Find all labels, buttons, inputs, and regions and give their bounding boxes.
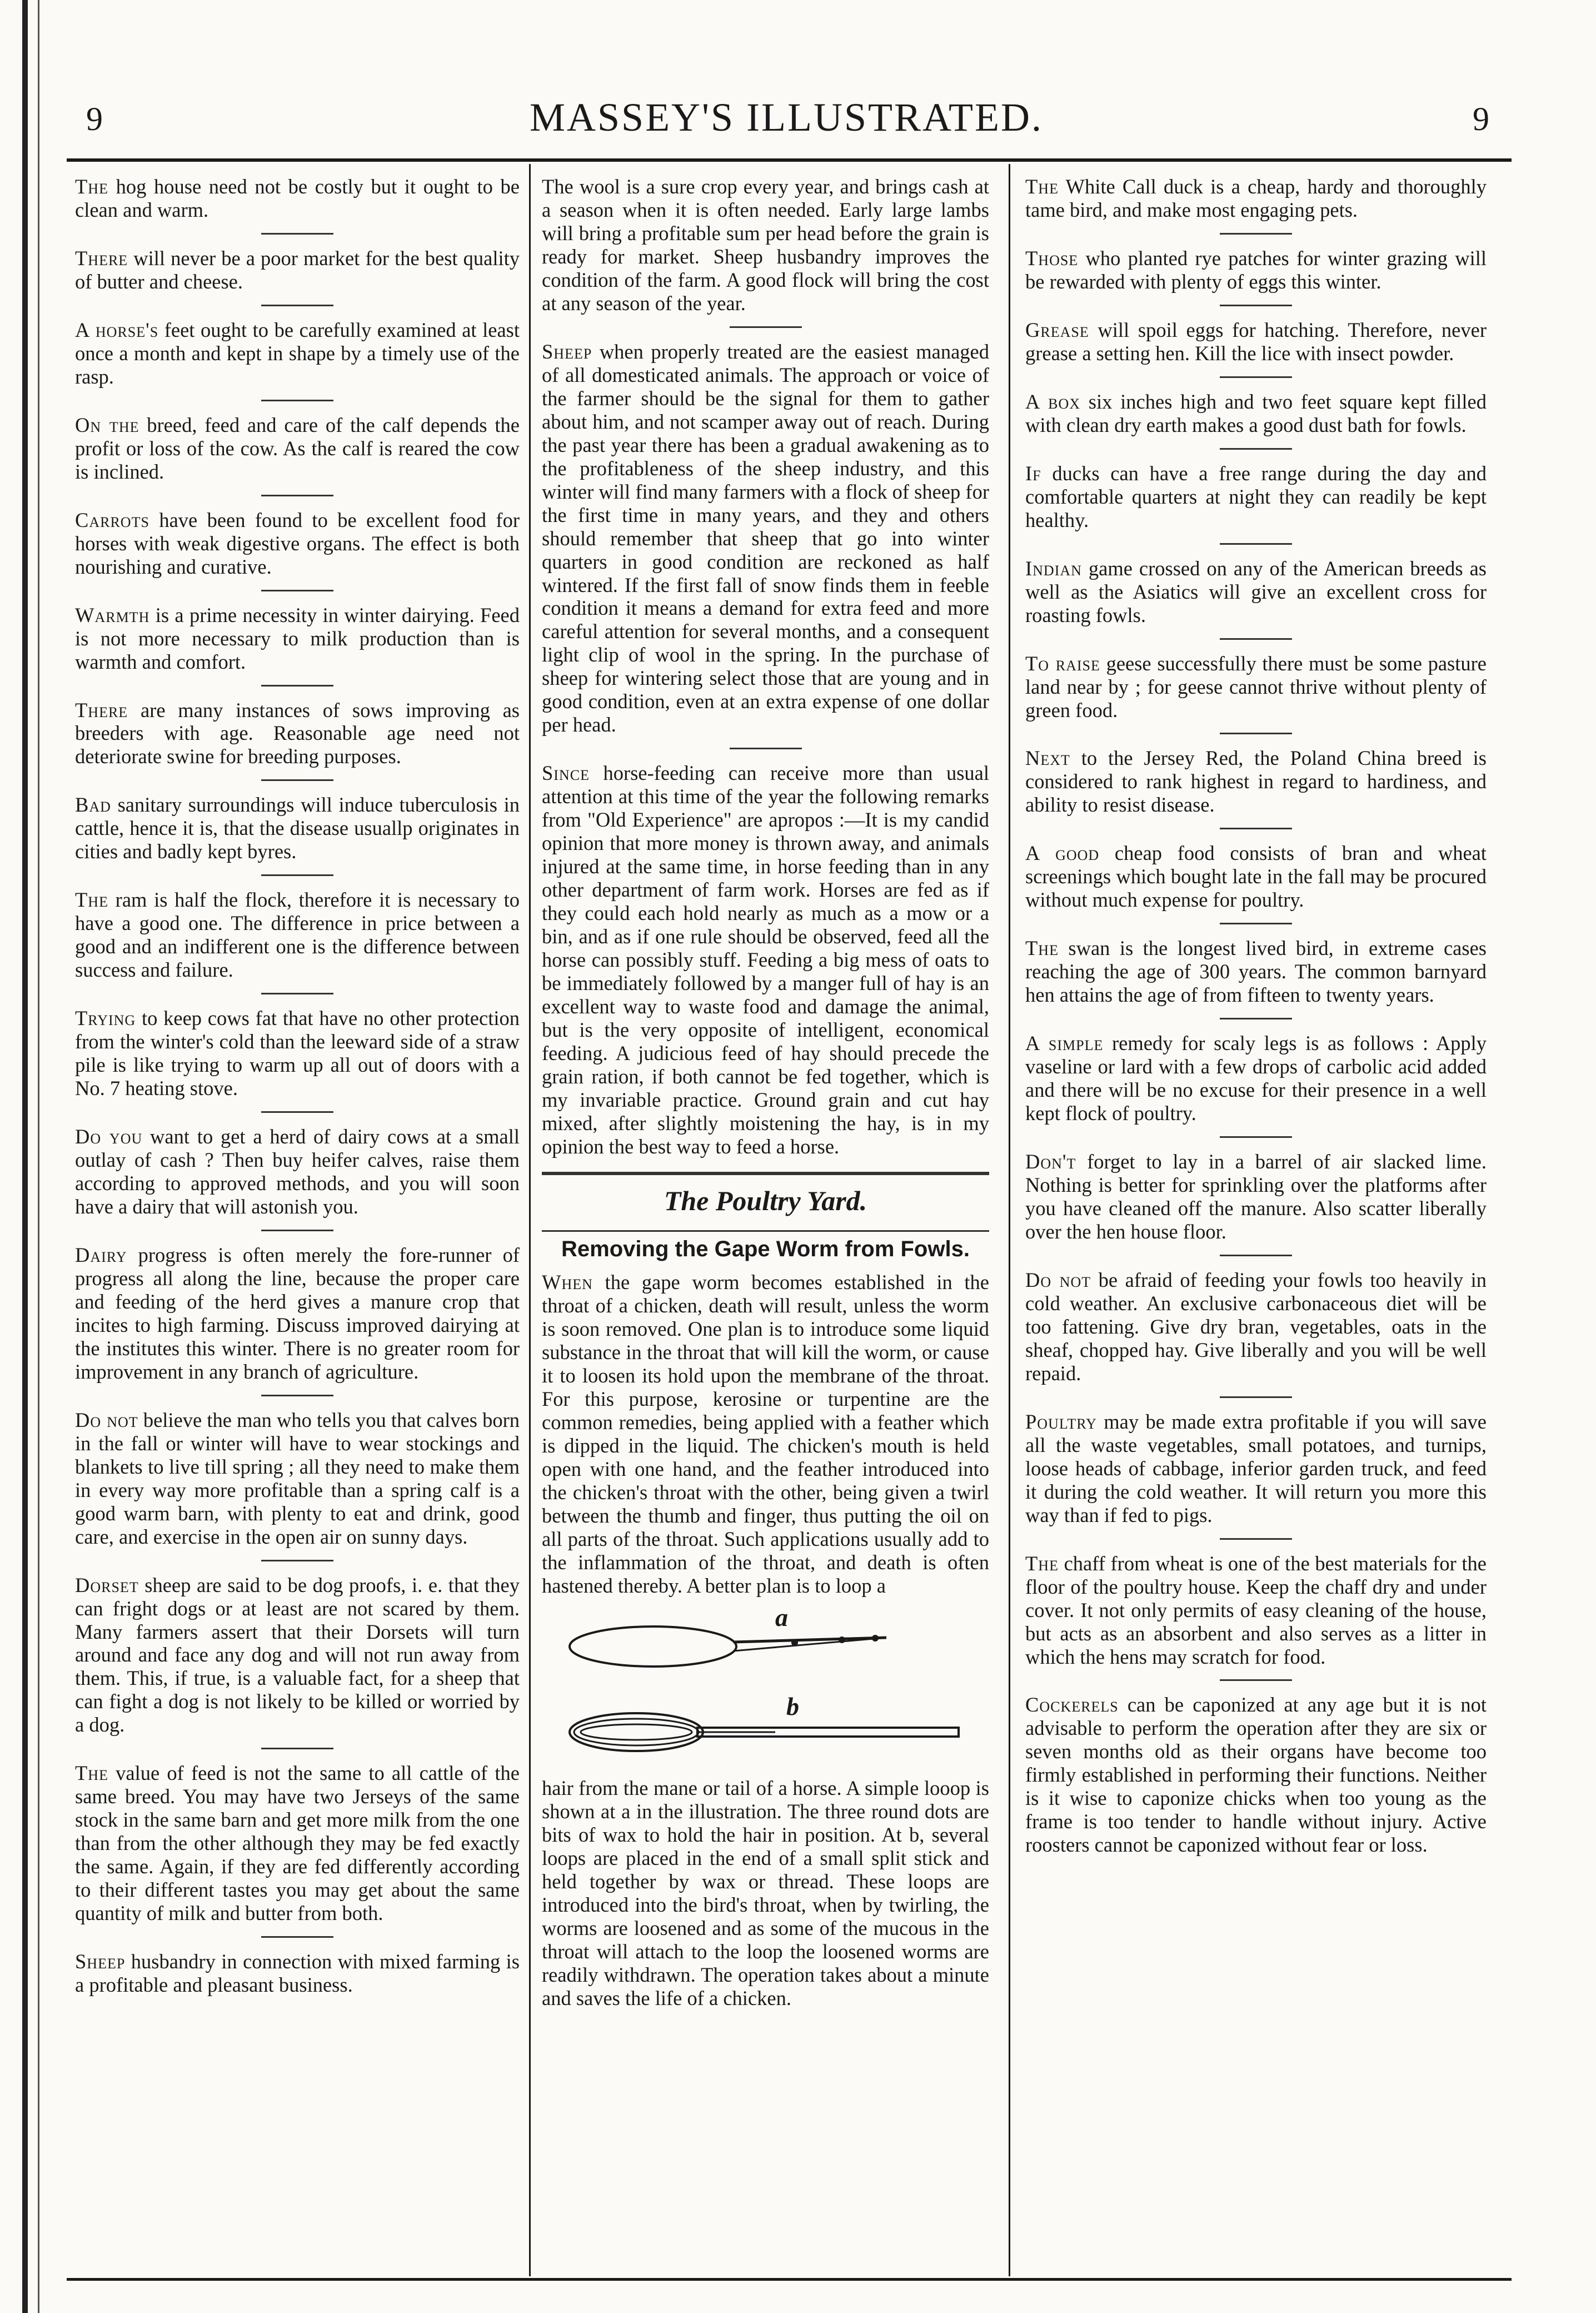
column-3-item: [1025, 462, 1487, 532]
item-text: horse-feeding can receive more than usual attention at this time of the year the following remarks from "Old Experience" are apropos :—It is my candid opinion that more money is thrown away, and animals injured at the same time, in horse feeding than in any other department of farm work. Horses are fed as if they could each hold nearly as much as a mow or a bin, and as if one rule should be observed, feed all the horse can possibly stuff. Feeding a big mess of oats to be immediately followed by a manger full of hay is an excellent way to waste food and damage the animal, but is the very opposite of intelligent, economical feeding. A judicious feed of hay should precede the grain ration, if both cannot be fed together, which is my invariable practice. Ground grain and cut hay mixed, after slightly moistening the hay, is in my opinion the best way to feed a horse.: [542, 762, 989, 1158]
item-text: chaff from wheat is one of the best materials for the floor of the poultry house. Keep the chaff dry and under cover. It not only permits of easy cleaning of the house, but acts as an absorbent and also serves as a litter in which the hens may scratch for food.: [1025, 1551, 1487, 1668]
column-1-item: [75, 793, 520, 863]
item-text: progress is often merely the fore-runner of progress all along the line, because the proper care and feeding of the herd gives a manure crop that incites to high farming. Discuss improved dairying at the institutes this winter. There is no greater room for improvement in any branch of agriculture.: [75, 1243, 520, 1383]
item-lead-word: There: [75, 246, 128, 270]
column-3-item: [1025, 747, 1487, 817]
article-paragraph-2: hair from the mane or tail of a horse. A simple looop is shown at a in the illustration. The three round dots are bits of wax to hold the hair in position. At b, several loops are placed in the end of a small split stick and held together by wax or thread. These loops are introduced into the bird's throat, when by twirling, the worms are loosened and as some of the mucous in the throat will attach to the loop the loosened worms are readily withdrawn. The operation takes about a minute and saves the life of a chicken.: [542, 1776, 989, 2009]
column-3: [1025, 175, 1487, 2271]
item-separator: [730, 326, 802, 328]
item-text: to keep cows fat that have no other protection from the winter's cold than the leeward side of a straw pile is like trying to warm up all out of doors with a No. 7 heating stove.: [75, 1007, 520, 1100]
masthead-title: MASSEY'S ILLUSTRATED.: [529, 95, 1044, 140]
article-paragraph-1: [542, 1271, 989, 1598]
item-separator: [1220, 1396, 1292, 1398]
hair-loop-b-3: [581, 1724, 692, 1740]
item-separator: [261, 495, 333, 496]
item-text: value of feed is not the same to all cattle of the same breed. You may have two Jerseys of the same stock in the same barn and get more milk from the one than from the other although they may be fed exactly the same. Again, if they are fed differently according to their different tastes you may get about the same quantity of milk and butter from both.: [75, 1762, 520, 1925]
column-3-item: [1025, 1032, 1487, 1125]
item-text: ducks can have a free range during the day and comfortable quarters at night they can readily be kept healthy.: [1025, 461, 1487, 531]
item-lead-word: The: [75, 888, 108, 912]
item-text: are many instances of sows improving as breeders with age. Reasonable age need not deteriorate swine for breeding purposes.: [75, 698, 520, 768]
item-text: sanitary surroundings will induce tuberculosis in cattle, hence it is, that the disease usuallp originates in cities and badly kept byres.: [75, 793, 520, 863]
item-lead-word: There: [75, 698, 128, 722]
item-separator: [1220, 828, 1292, 829]
item-text: be afraid of feeding your fowls too heavily in cold weather. An exclusive carbonaceous diet will be too fattening. Give dry bran, vegetables, oats in the sheaf, chopped hay. Give liberally and you will be well repaid.: [1025, 1268, 1487, 1385]
column-1-item: [75, 1007, 520, 1100]
binding-shadow: [38, 0, 39, 2313]
item-text: remedy for scaly legs is as follows : Apply vaseline or lard with a few drops of carbolic acid added and there will be no excuse for their presence in a well kept flock of poultry.: [1025, 1032, 1487, 1125]
page-number-right: 9: [1473, 101, 1489, 137]
page-number-left: 9: [86, 101, 103, 137]
column-3-item: [1025, 1269, 1487, 1385]
item-text: feet ought to be carefully examined at least once a month and kept in shape by a timely use of the rasp.: [75, 318, 520, 388]
item-separator: [1220, 638, 1292, 640]
item-lead-word: Since: [542, 762, 590, 785]
item-lead-word: Trying: [75, 1007, 136, 1030]
item-separator: [1220, 543, 1292, 545]
column-2-items: [542, 175, 989, 1158]
item-lead-word: Do you: [75, 1125, 143, 1148]
item-text: to the Jersey Red, the Poland China breed is considered to rank highest in regard to hardiness, and ability to resist disease.: [1025, 747, 1487, 817]
item-text: The wool is a sure crop every year, and brings cash at a season when it is often needed. Early large lambs will bring a profitable sum per head before the grain is ready for market. Sheep husbandry improves the condition of the farm. A good flock will bring the cost at any season of the year.: [542, 175, 989, 315]
column-1-item: [75, 414, 520, 484]
item-lead-word: Cockerels: [1025, 1693, 1119, 1717]
item-separator: [261, 400, 333, 401]
wax-dot-3: [872, 1635, 879, 1642]
item-lead-word: A horse's: [75, 318, 159, 341]
item-separator: [261, 1111, 333, 1113]
column-1-item: [75, 175, 520, 222]
item-lead-word: Next: [1025, 747, 1070, 770]
article-lead-word: When: [542, 1271, 593, 1294]
item-separator: [1220, 1679, 1292, 1681]
item-lead-word: To raise: [1025, 651, 1100, 675]
item-separator: [1220, 733, 1292, 734]
item-separator: [261, 993, 333, 994]
column-1-item: [75, 1125, 520, 1218]
item-text: husbandry in connection with mixed farming is a profitable and pleasant business.: [75, 1950, 520, 1997]
item-separator: [730, 748, 802, 749]
item-lead-word: Sheep: [542, 340, 592, 363]
item-text: when properly treated are the easiest managed of all domesticated animals. The approach or voice of the farmer should be the signal for them to gather about him, and not scamper away out of reach. During the past year there has been a gradual awakening as to the profitableness of the sheep industry, and this winter will find many farmers with a flock of sheep for the first time in many years, and they and others should remember that sheep that go into winter quarters in good condition are reckoned as half wintered. If the first fall of snow finds them in feeble condition it means a demand for extra feed and more careful attention for several months, and a consequent light clip of wool in the spring. In the purchase of sheep for wintering select those that are young and in good condition, even at an extra expense of one dollar per head.: [542, 340, 989, 737]
column-3-item: [1025, 175, 1487, 222]
item-lead-word: Bad: [75, 793, 111, 817]
column-1-item: [75, 1409, 520, 1549]
wax-dot-1: [791, 1639, 798, 1646]
item-text: White Call duck is a cheap, hardy and thoroughly tame bird, and make most engaging pets.: [1025, 175, 1487, 221]
item-text: hog house need not be costly but it ought to be clean and warm.: [75, 175, 520, 221]
section-divider: [542, 1172, 989, 1175]
item-lead-word: Grease: [1025, 318, 1089, 341]
column-1-item: [75, 604, 520, 674]
column-1-item: [75, 1950, 520, 1997]
column-1-item: [75, 1243, 520, 1384]
page-header: [61, 94, 1512, 156]
item-lead-word: The: [75, 175, 108, 198]
item-separator: [1220, 1255, 1292, 1256]
column-3-item: [1025, 557, 1487, 627]
item-lead-word: Do not: [1025, 1268, 1091, 1291]
figure-label-a: a: [775, 1603, 788, 1631]
item-lead-word: Those: [1025, 246, 1079, 270]
column-3-item: [1025, 1693, 1487, 1857]
item-separator: [261, 1395, 333, 1396]
item-lead-word: A good: [1025, 842, 1100, 865]
item-lead-word: If: [1025, 461, 1041, 485]
column-3-item: [1025, 390, 1487, 437]
item-text: breed, feed and care of the calf depends the profit or loss of the cow. As the calf is reared the cow is inclined.: [75, 413, 520, 483]
figure-label-b: b: [786, 1692, 799, 1720]
column-1-item: [75, 1762, 520, 1925]
item-lead-word: A simple: [1025, 1032, 1104, 1055]
item-separator: [1220, 233, 1292, 235]
item-separator: [1220, 1136, 1292, 1138]
item-lead-word: The: [1025, 937, 1059, 960]
item-lead-word: Do not: [75, 1408, 138, 1431]
item-lead-word: Poultry: [1025, 1410, 1097, 1433]
item-text: game crossed on any of the American breeds as well as the Asiatics will give an excellent cross for roasting fowls.: [1025, 556, 1487, 626]
column-2-item: [542, 762, 989, 1158]
item-separator: [261, 1230, 333, 1231]
column-2-item: [542, 340, 989, 737]
article-title: Removing the Gape Worm from Fowls.: [561, 1237, 970, 1262]
item-text: have been found to be excellent food for horses with weak digestive organs. The effect is both nourishing and curative.: [75, 508, 520, 578]
item-separator: [261, 685, 333, 687]
item-lead-word: The: [1025, 1551, 1059, 1575]
item-lead-word: Indian: [1025, 556, 1082, 580]
item-text: is a prime necessity in winter dairying. Feed is not more necessary to milk production than is warmth and comfort.: [75, 603, 520, 673]
item-separator: [261, 779, 333, 781]
loop-drawing: [542, 1603, 989, 1770]
item-text: may be made extra profitable if you will save all the waste vegetables, small potatoes, and turnips, loose heads of cabbage, inferior garden truck, and feed it during the cold weather. It will return you more this way than if fed to pigs.: [1025, 1410, 1487, 1526]
item-text: will never be a poor market for the best quality of butter and cheese.: [75, 246, 520, 293]
item-lead-word: Carrots: [75, 508, 149, 531]
item-separator: [261, 874, 333, 876]
column-3-item: [1025, 1150, 1487, 1243]
column-3-item: [1025, 247, 1487, 294]
item-text: ram is half the flock, therefore it is necessary to have a good one. The difference in price between a good and an indifferent one is the difference between success and failure.: [75, 888, 520, 982]
item-text: want to get a herd of dairy cows at a small outlay of cash ? Then buy heifer calves, raise them according to approved methods, and you will soon have a dairy that will astonish you.: [75, 1125, 520, 1218]
item-text: swan is the longest lived bird, in extreme cases reaching the age of 300 years. The common barnyard hen attains the age of from fifteen to twenty years.: [1025, 937, 1487, 1007]
item-separator: [261, 1748, 333, 1749]
item-text: believe the man who tells you that calves born in the fall or winter will have to wear stockings and blankets to live till spring ; all they need to make them in every way more profitable than a spring calf is a good warm barn, with plenty to eat and drink, good care, and exercise in the open air on sunny days.: [75, 1408, 520, 1548]
item-separator: [261, 305, 333, 306]
item-text: cheap food consists of bran and wheat screenings which bought late in the fall may be procured without much expense for poultry.: [1025, 842, 1487, 912]
section-title-rule: [542, 1230, 989, 1232]
binding-edge: [22, 0, 28, 2313]
item-separator: [261, 590, 333, 591]
item-separator: [261, 1560, 333, 1561]
hair-loop-a: [570, 1626, 736, 1667]
column-1-item: [75, 699, 520, 769]
item-text: forget to lay in a barrel of air slacked lime. Nothing is better for sprinkling over the platforms after you have cleaned off the manure. Also scatter liberally over the hen house floor.: [1025, 1150, 1487, 1243]
item-text: geese successfully there must be some pasture land near by ; for geese cannot thrive without plenty of green food.: [1025, 651, 1487, 722]
item-separator: [1220, 1018, 1292, 1019]
column-1-item: [75, 509, 520, 579]
column-2-item: [542, 175, 989, 315]
item-text: sheep are said to be dog proofs, i. e. that they can fright dogs or at least are not scared by them. Many farmers assert that their Dorsets will turn around and face any dog and will not run away from them. This, if true, is a valuable fact, for a sheep that can fight a dog is not likely to be killed or worried by a dog.: [75, 1573, 520, 1737]
column-1-item: [75, 247, 520, 294]
column-2: [542, 175, 989, 2271]
item-lead-word: Dairy: [75, 1243, 127, 1266]
item-separator: [1220, 376, 1292, 378]
column-3-item: [1025, 937, 1487, 1007]
item-lead-word: Don't: [1025, 1150, 1076, 1173]
item-lead-word: A box: [1025, 390, 1081, 413]
column-rule-2: [1009, 164, 1010, 2276]
hair-loop-b-2: [574, 1719, 699, 1745]
column-3-item: [1025, 1552, 1487, 1669]
column-1-item: [75, 1574, 520, 1737]
item-lead-word: On the: [75, 413, 139, 436]
item-lead-word: Sheep: [75, 1950, 126, 1973]
item-text: who planted rye patches for winter grazing will be rewarded with plenty of eggs this winter.: [1025, 246, 1487, 293]
gape-worm-loop-illustration: [542, 1603, 989, 1770]
footer-rule: [67, 2278, 1512, 2281]
item-separator: [1220, 923, 1292, 924]
header-rule: [67, 158, 1512, 162]
item-lead-word: Dorset: [75, 1573, 139, 1596]
item-separator: [261, 1936, 333, 1938]
column-3-item: [1025, 319, 1487, 365]
article-body-1: the gape worm becomes established in the throat of a chicken, death will result, unless the worm is soon removed. One plan is to introduce some liquid substance in the throat that will kill the worm, or cause it to loosen its hold upon the membrane of the throat. For this purpose, kerosine or turpentine are the common remedies, being applied with a feather which is dipped in the liquid. The chicken's mouth is held open with one hand, and the feather introduced into the chicken's throat with the other, being given a twirl between the thumb and finger, thus putting the oil on all parts of the throat. Such applications usually add to the inflammation of the throat, and death is often hastened thereby. A better plan is to loop a: [542, 1271, 989, 1597]
item-separator: [1220, 305, 1292, 306]
item-text: can be caponized at any age but it is not advisable to perform the operation after they are six or seven months old as their organs have become too firmly established in performing their functions. Neither is it wise to caponize chicks when too young as the frame is too tender to handle without injury. Active roosters cannot be caponized without fear or loss.: [1025, 1693, 1487, 1857]
item-text: will spoil eggs for hatching. Therefore, never grease a setting hen. Kill the lice with insect powder.: [1025, 318, 1487, 365]
wax-dot-2: [839, 1636, 845, 1643]
item-separator: [1220, 1538, 1292, 1540]
section-title: The Poultry Yard.: [664, 1185, 867, 1216]
item-lead-word: The: [1025, 175, 1059, 198]
item-separator: [1220, 448, 1292, 450]
item-separator: [261, 233, 333, 235]
item-lead-word: The: [75, 1762, 108, 1785]
item-text: six inches high and two feet square kept filled with clean dry earth makes a good dust bath for fowls.: [1025, 390, 1487, 436]
column-rule-1: [529, 164, 531, 2276]
item-lead-word: Warmth: [75, 603, 150, 626]
column-3-item: [1025, 842, 1487, 912]
column-1-item: [75, 319, 520, 389]
column-3-item: [1025, 652, 1487, 722]
column-3-item: [1025, 1410, 1487, 1527]
column-1-item: [75, 888, 520, 982]
column-1: [75, 175, 520, 2271]
